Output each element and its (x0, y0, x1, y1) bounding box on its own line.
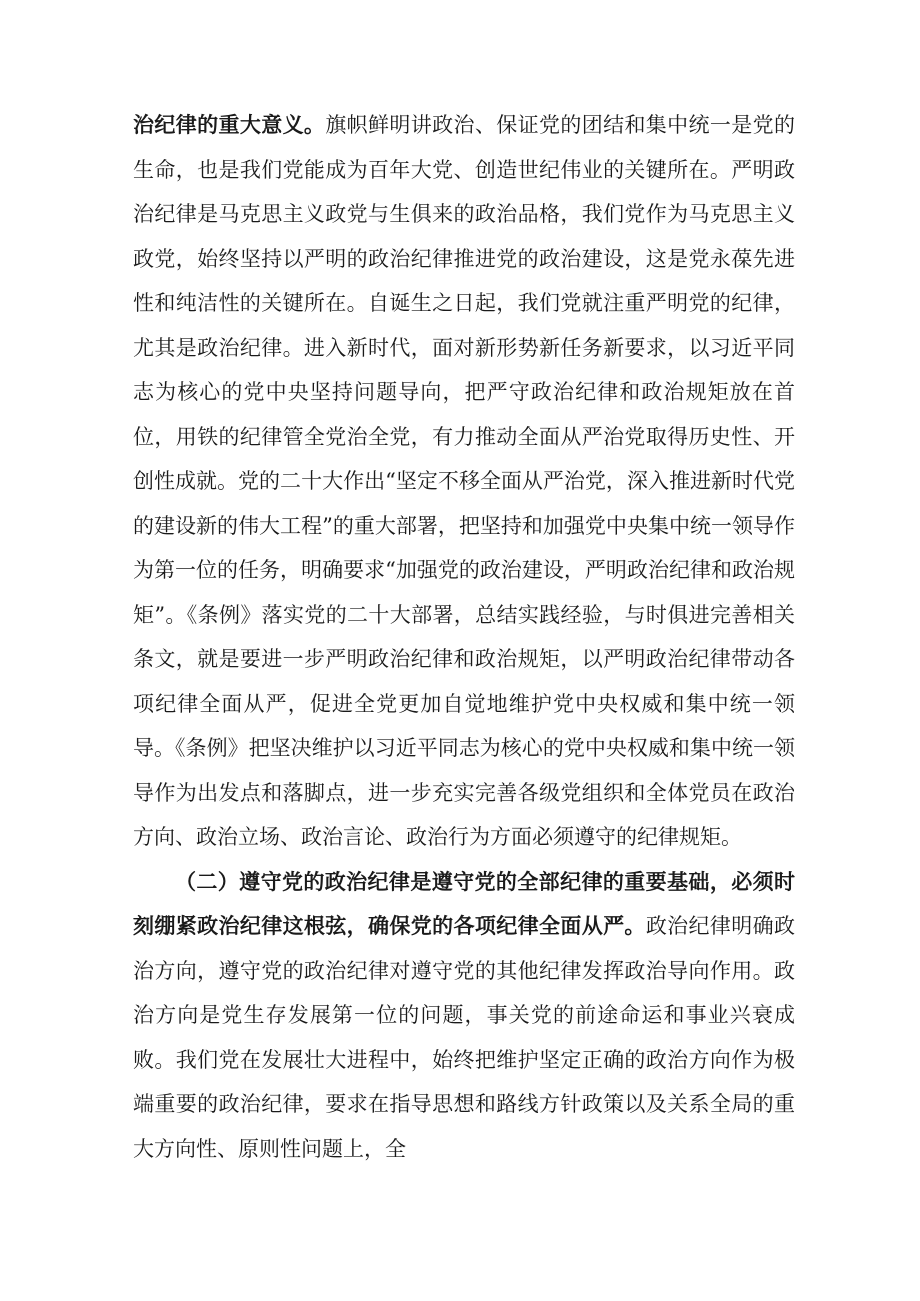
document-body (133, 103, 795, 1171)
paragraph-political-discipline-significance (133, 103, 795, 860)
paragraph-body: 旗帜鲜明讲政治、保证党的团结和集中统一是党的生命，也是我们党能成为百年大党、创造世纪伟业的关键所在。严明政治纪律是马克思主义政党与生俱来的政治品格，我们党作为马克思主义政党，始终坚持以严明的政治纪律推进党的政治建设，这是党永葆先进性和纯洁性的关键所在。自诞生之日起，我们党就注重严明党的纪律，尤其是政治纪律。进入新时代，面对新形势新任务新要求，以习近平同志为核心的党中央坚持问题导向，把严守政治纪律和政治规矩放在首位，用铁的纪律管全党治全党，有力推动全面从严治党取得历史性、开创性成就。党的二十大作出“坚定不移全面从严治党，深入推进新时代党的建设新的伟大工程”的重大部署，把坚持和加强党中央集中统一领导作为第一位的任务，明确要求“加强党的政治建设，严明政治纪律和政治规矩”。《条例》落实党的二十大部署，总结实践经验，与时俱进完善相关条文，就是要进一步严明政治纪律和政治规矩，以严明政治纪律带动各项纪律全面从严，促进全党更加自觉地维护党中央权威和集中统一领导。《条例》把坚决维护以习近平同志为核心的党中央权威和集中统一领导作为出发点和落脚点，进一步充实完善各级党组织和全体党员在政治方向、政治立场、政治言论、政治行为方面必须遵守的纪律规矩。 (133, 113, 796, 849)
paragraph-political-discipline-foundation (133, 860, 795, 1172)
paragraph-lead-bold: 治纪律的重大意义。 (133, 113, 326, 137)
paragraph-body: 政治纪律明确政治方向，遵守党的政治纪律对遵守党的其他纪律发挥政治导向作用。政治方向是党生存发展第一位的问题，事关党的前途命运和事业兴衰成败。我们党在发展壮大进程中，始终把维护坚定正确的政治方向作为极端重要的政治纪律，要求在指导思想和路线方针政策以及关系全局的重大方向性、原则性问题上，全 (133, 914, 796, 1161)
paragraph-lead-bold: （二）遵守党的政治纪律是遵守党的全部纪律的重要基础，必须时刻绷紧政治纪律这根弦，确保党的各项纪律全面从严。 (133, 869, 795, 938)
